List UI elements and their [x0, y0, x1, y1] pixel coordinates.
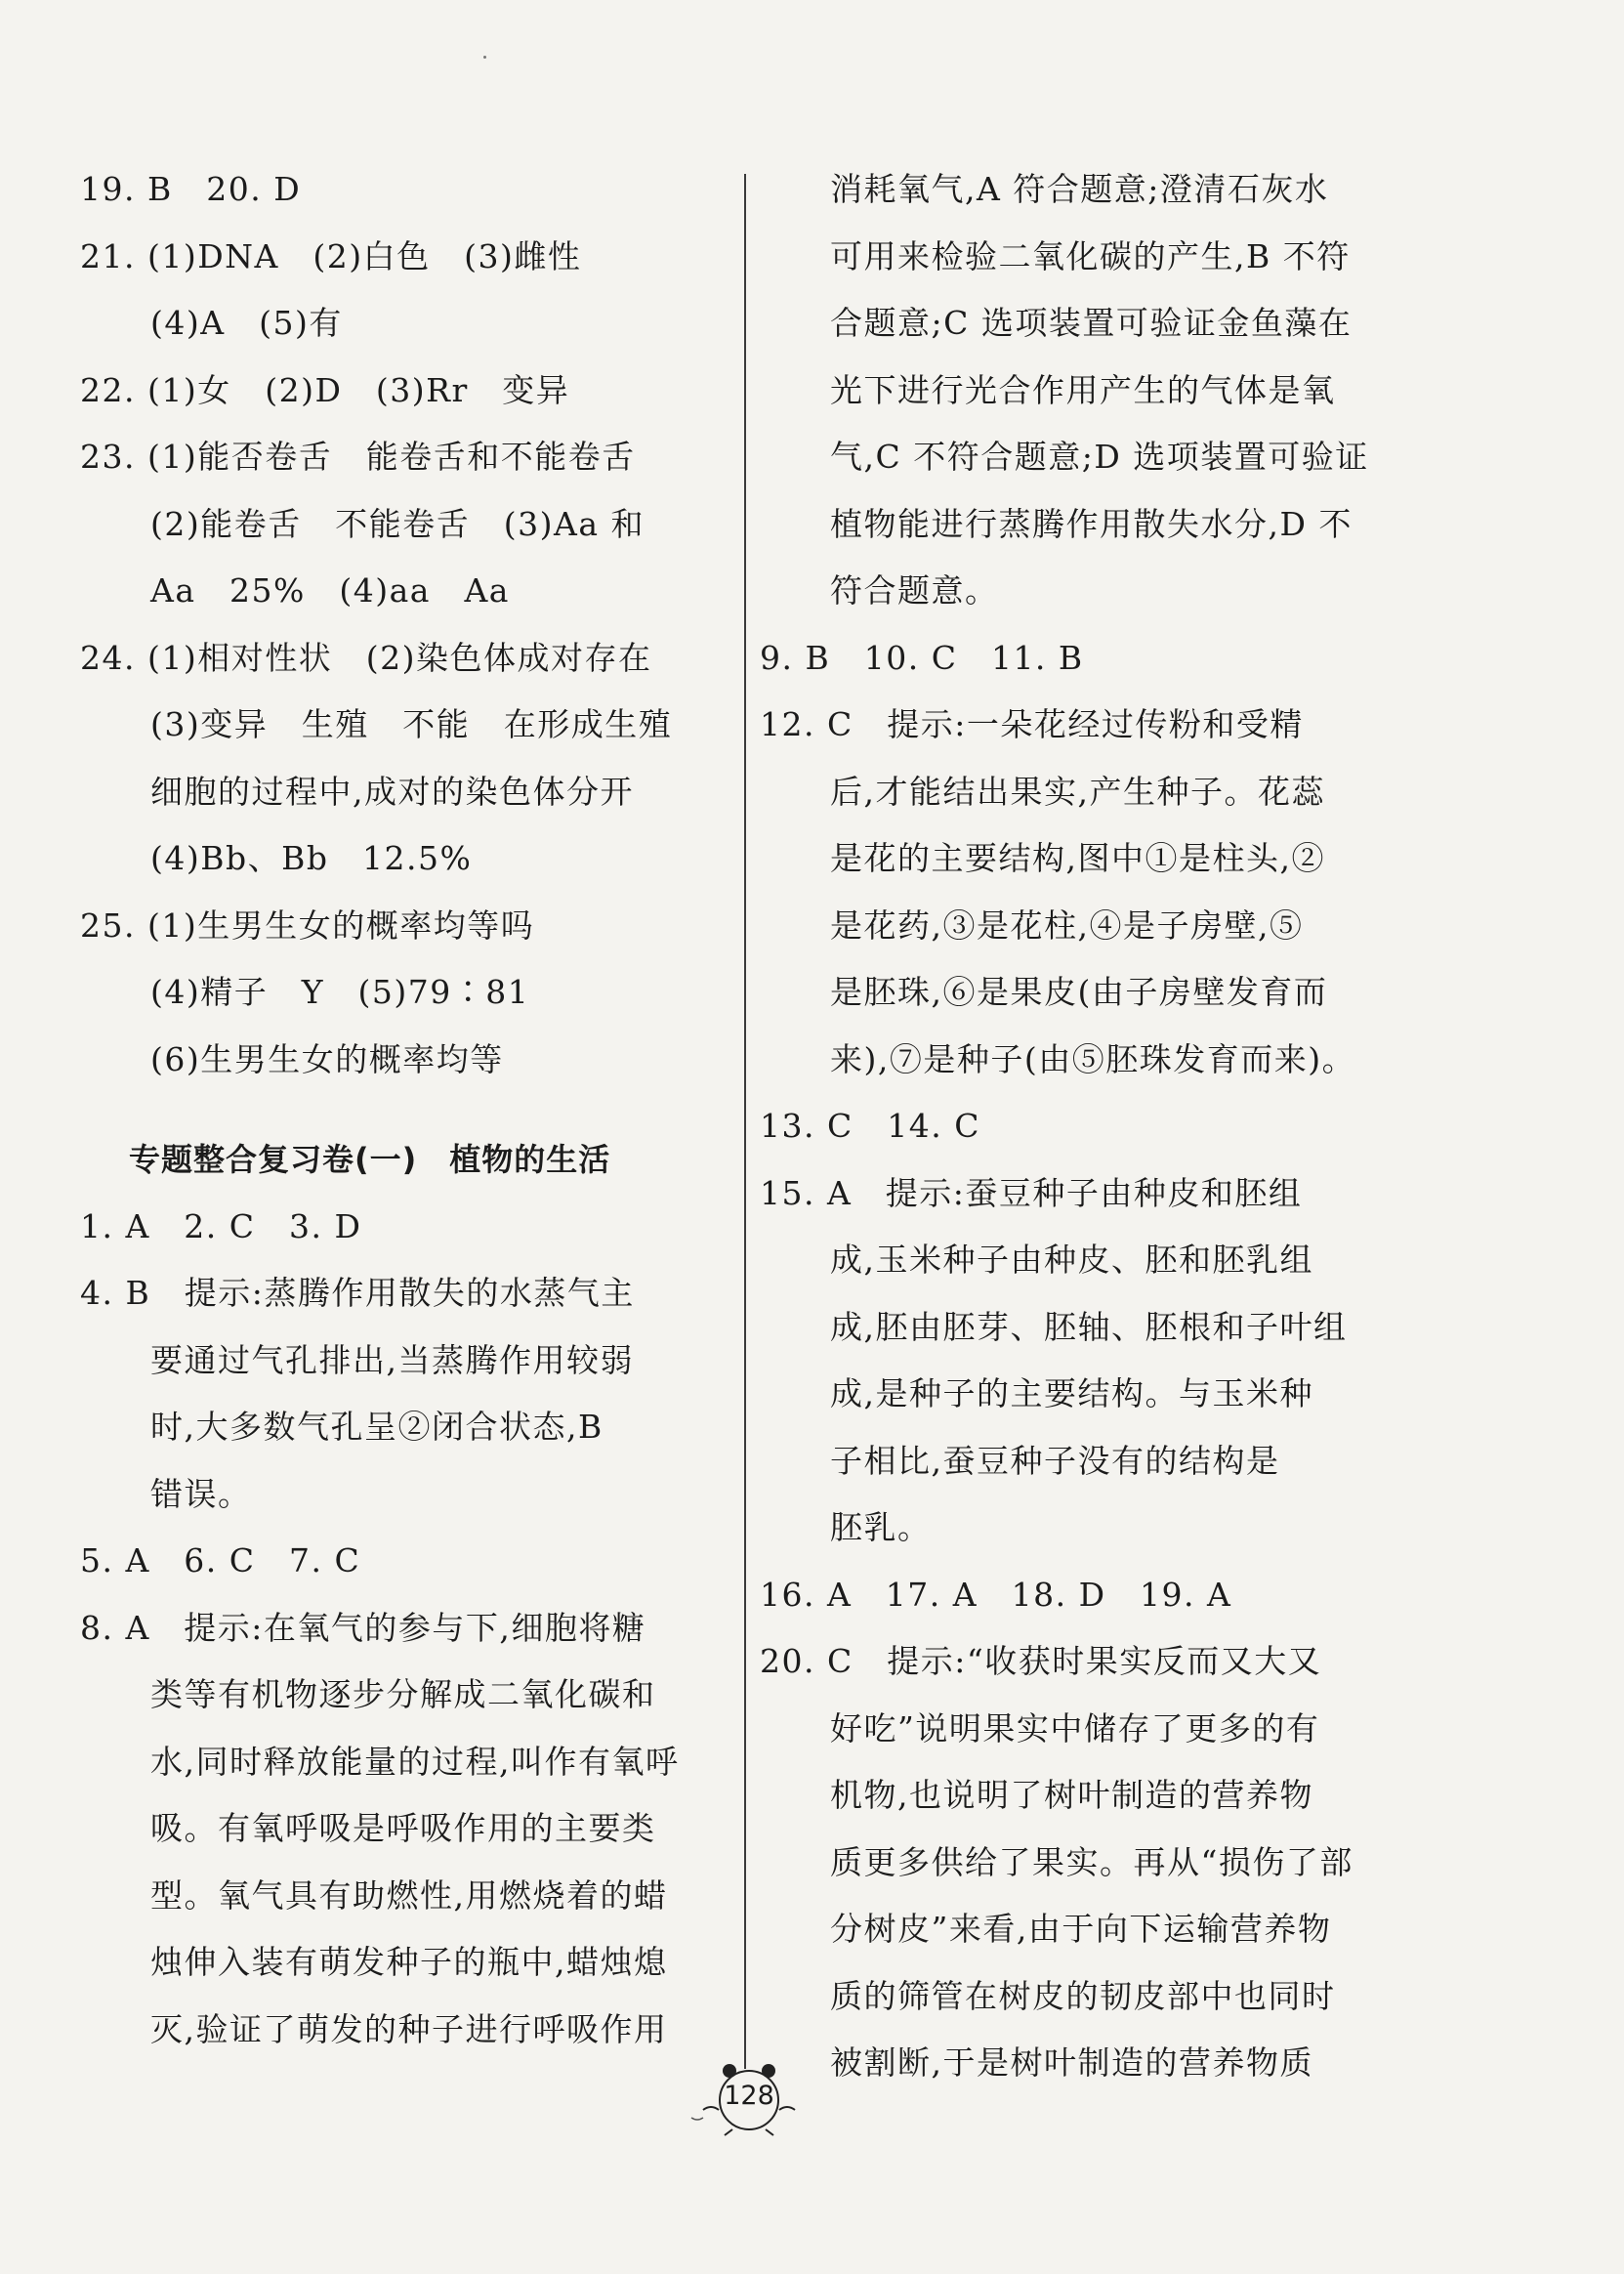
- column-divider: [744, 174, 746, 2069]
- answer-line: (4)Bb、Bb 12.5%: [150, 839, 473, 877]
- answer-line: (4)精子 Y (5)79∶81: [150, 973, 530, 1011]
- answer-line: 19. B 20. D: [80, 170, 302, 208]
- answer-line: 灭,验证了萌发的种子进行呼吸作用: [150, 2009, 668, 2048]
- answer-line: 消耗氧气,A 符合题意;澄清石灰水: [830, 170, 1329, 208]
- answer-line: 错误。: [150, 1474, 252, 1513]
- answer-line: 25. (1)生男生女的概率均等吗: [80, 905, 535, 945]
- answer-line: 成,胚由胚芽、胚轴、胚根和子叶组: [830, 1307, 1348, 1346]
- answer-line: (4)A (5)有: [150, 304, 343, 342]
- answer-line: 分树皮”来看,由于向下运输营养物: [830, 1910, 1332, 1948]
- answer-line: 是胚珠,⑥是果皮(由子房壁发育而: [830, 973, 1328, 1011]
- answer-line: 23. (1)能否卷舌 能卷舌和不能卷舌: [80, 438, 636, 476]
- answer-line: 16. A 17. A 18. D 19. A: [760, 1575, 1232, 1614]
- answer-line: Aa 25% (4)aa Aa: [150, 571, 510, 610]
- answer-line: 要通过气孔排出,当蒸腾作用较弱: [150, 1340, 634, 1379]
- answer-line: (3)变异 生殖 不能 在形成生殖: [150, 705, 673, 743]
- answer-line: 12. C 提示:一朵花经过传粉和受精: [760, 705, 1304, 743]
- answer-line: 时,大多数气孔呈②闭合状态,B: [150, 1408, 604, 1446]
- answer-line: 20. C 提示:“收获时果实反而又大又: [760, 1642, 1322, 1680]
- answer-line: 是花的主要结构,图中①是柱头,②: [830, 839, 1325, 877]
- answer-line: 被割断,于是树叶制造的营养物质: [830, 2043, 1313, 2082]
- answer-line: 植物能进行蒸腾作用散失水分,D 不: [830, 504, 1353, 543]
- answer-line: (2)能卷舌 不能卷舌 (3)Aa 和: [150, 504, 645, 543]
- answer-line: 质更多供给了果实。再从“损伤了部: [830, 1842, 1353, 1881]
- answer-line: 4. B 提示:蒸腾作用散失的水蒸气主: [80, 1274, 635, 1312]
- answer-line: 5. A 6. C 7. C: [80, 1541, 361, 1579]
- answer-line: 22. (1)女 (2)D (3)Rr 变异: [80, 370, 570, 409]
- answer-line: 符合题意。: [830, 571, 999, 610]
- answer-line: 光下进行光合作用产生的气体是氧: [830, 370, 1336, 409]
- answer-line: 9. B 10. C 11. B: [760, 638, 1084, 677]
- answer-line: 好吃”说明果实中储存了更多的有: [830, 1708, 1320, 1748]
- answer-line: 烛伸入装有萌发种子的瓶中,蜡烛熄: [150, 1943, 668, 1981]
- answer-line: 气,C 不符合题意;D 选项装置可验证: [830, 438, 1369, 476]
- right-column: [760, 156, 1404, 2097]
- answer-line: 13. C 14. C: [760, 1107, 980, 1145]
- left-column: [80, 156, 734, 2063]
- answer-line: 子相比,蚕豆种子没有的结构是: [830, 1441, 1280, 1480]
- answer-line: 后,才能结出果实,产生种子。花蕊: [830, 772, 1325, 811]
- section-title: 专题整合复习卷(一) 植物的生活: [129, 1141, 611, 1178]
- answer-line: 1. A 2. C 3. D: [80, 1206, 362, 1245]
- page-footer: [684, 2059, 811, 2137]
- answer-line: 来),⑦是种子(由⑤胚珠发育而来)。: [830, 1039, 1356, 1078]
- answer-line: 成,是种子的主要结构。与玉米种: [830, 1374, 1313, 1412]
- answer-line: 15. A 提示:蚕豆种子由种皮和胚组: [760, 1173, 1303, 1212]
- answer-line: 8. A 提示:在氧气的参与下,细胞将糖: [80, 1608, 646, 1647]
- answer-line: 型。氧气具有助燃性,用燃烧着的蜡: [150, 1875, 668, 1915]
- answer-line: 21. (1)DNA (2)白色 (3)雌性: [80, 236, 582, 275]
- answer-line: (6)生男生女的概率均等: [150, 1039, 504, 1078]
- answer-line: 细胞的过程中,成对的染色体分开: [150, 772, 634, 811]
- answer-line: 可用来检验二氧化碳的产生,B 不符: [830, 236, 1351, 275]
- answer-line: 胚乳。: [830, 1508, 932, 1546]
- answer-line: 质的筛管在树皮的韧皮部中也同时: [830, 1976, 1336, 2015]
- answer-line: 机物,也说明了树叶制造的营养物: [830, 1776, 1313, 1814]
- answer-line: 水,同时释放能量的过程,叫作有氧呼: [150, 1742, 680, 1781]
- answer-line: 类等有机物逐步分解成二氧化碳和: [150, 1675, 656, 1713]
- speck: [483, 56, 486, 59]
- answer-line: 合题意;C 选项装置可验证金鱼藻在: [830, 304, 1353, 342]
- answer-line: 是花药,③是花柱,④是子房壁,⑤: [830, 905, 1304, 945]
- answer-line: 24. (1)相对性状 (2)染色体成对存在: [80, 638, 652, 677]
- answer-line: 吸。有氧呼吸是呼吸作用的主要类: [150, 1809, 656, 1847]
- answer-line: 成,玉米种子由种皮、胚和胚乳组: [830, 1241, 1313, 1279]
- page-number: 128: [724, 2081, 774, 2111]
